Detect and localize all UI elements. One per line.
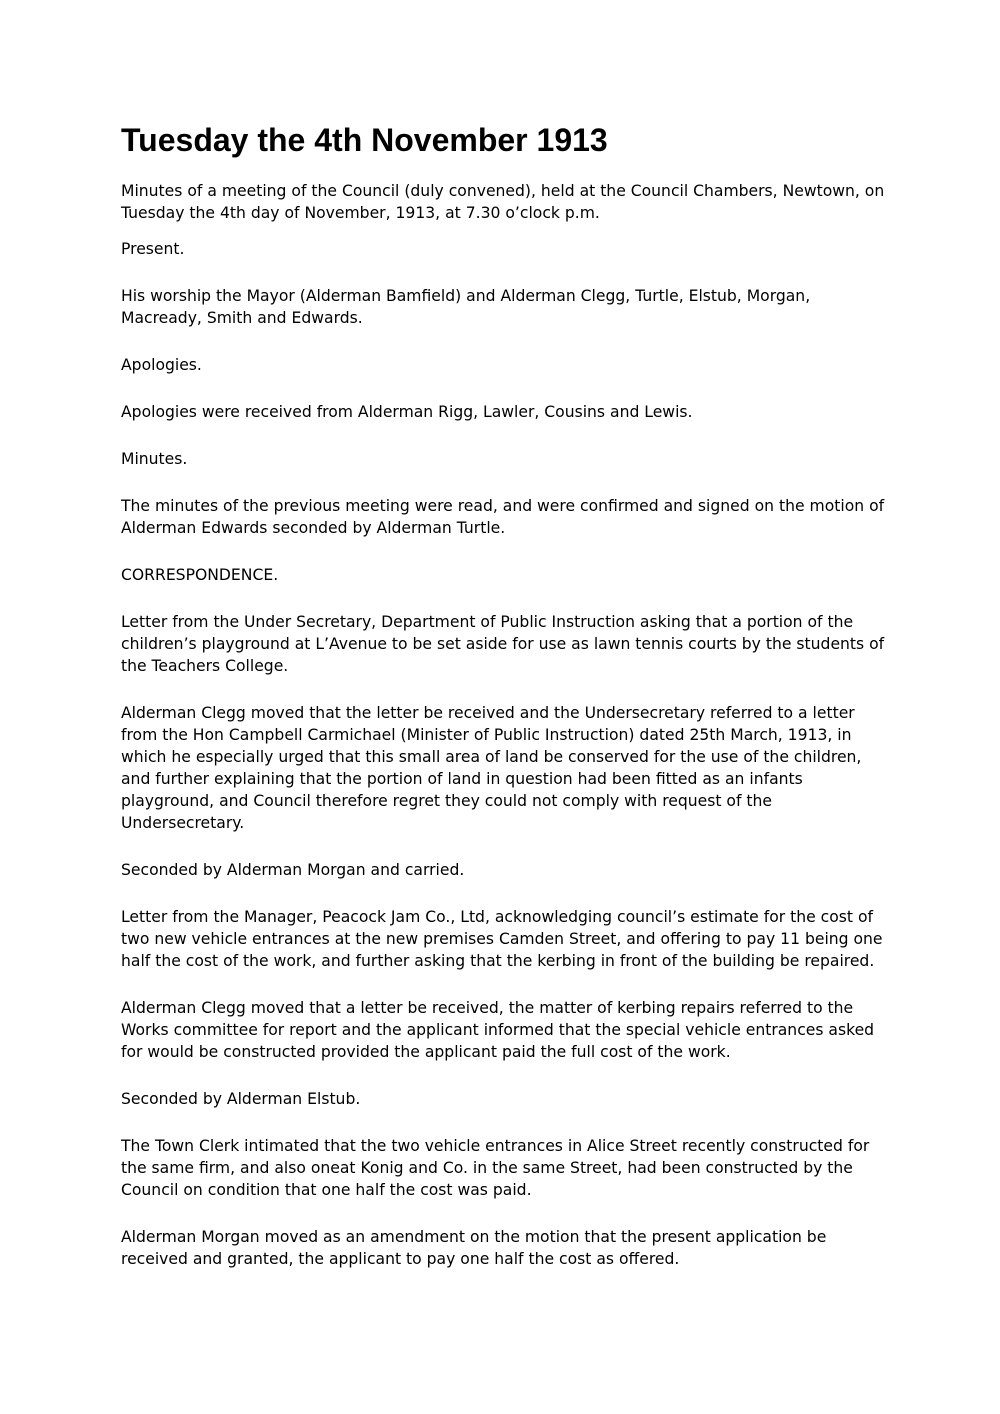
paragraph-present-list: His worship the Mayor (Alderman Bamfield) and Alderman Clegg, Turtle, Elstub, Morgan, Macready, Smith and Edwards. — [121, 287, 811, 327]
document-page — [121, 118, 891, 1295]
paragraph-intro: Minutes of a meeting of the Council (duly convened), held at the Council Chambers, Newtown, on Tuesday the 4th day of November, 1913, at 7.30 o’clock p.m. — [121, 182, 885, 222]
paragraph-apologies: Apologies were received from Alderman Rigg, Lawler, Cousins and Lewis. — [121, 403, 693, 421]
paragraph-seconded-elstub: Seconded by Alderman Elstub. — [121, 1090, 361, 1108]
paragraph-clegg-motion-1: Alderman Clegg moved that the letter be received and the Undersecretary referred to a letter from the Hon Campbell Carmichael (Minister of Public Instruction) dated 25th March, 1913, in which he especially urged that this small area of land be conserved for the use of the children, and further explaining that the portion of land in question had been fitted as an infants playground, and Council therefore regret they could not comply with request of the Undersecretary. — [121, 704, 862, 832]
heading-apologies: Apologies. — [121, 356, 202, 374]
heading-minutes: Minutes. — [121, 450, 188, 468]
paragraph-clegg-motion-2: Alderman Clegg moved that a letter be received, the matter of kerbing repairs referred to the Works committee for report and the applicant informed that the special vehicle entrances asked for would be constructed provided the applicant paid the full cost of the work. — [121, 999, 875, 1061]
paragraph-town-clerk: The Town Clerk intimated that the two vehicle entrances in Alice Street recently constructed for the same firm, and also oneat Konig and Co. in the same Street, had been constructed by the Council on condition that one half the cost was paid. — [121, 1137, 870, 1199]
heading-present: Present. — [121, 240, 185, 258]
paragraph-letter-peacock: Letter from the Manager, Peacock Jam Co., Ltd, acknowledging council’s estimate for the cost of two new vehicle entrances at the new premises Camden Street, and offering to pay 11 being one half the cost of the work, and further asking that the kerbing in front of the building be repaired. — [121, 908, 883, 970]
heading-correspondence: CORRESPONDENCE. — [121, 566, 279, 584]
paragraph-minutes: The minutes of the previous meeting were read, and were confirmed and signed on the motion of Alderman Edwards seconded by Alderman Turtle. — [121, 497, 885, 537]
paragraph-seconded-morgan: Seconded by Alderman Morgan and carried. — [121, 861, 465, 879]
page-title: Tuesday the 4th November 1913 — [121, 122, 608, 158]
paragraph-letter-under-secretary: Letter from the Under Secretary, Department of Public Instruction asking that a portion of the children’s playground at L’Avenue to be set aside for use as lawn tennis courts by the students of the Teachers College. — [121, 613, 885, 675]
paragraph-morgan-amendment: Alderman Morgan moved as an amendment on the motion that the present application be received and granted, the applicant to pay one half the cost as offered. — [121, 1228, 827, 1268]
